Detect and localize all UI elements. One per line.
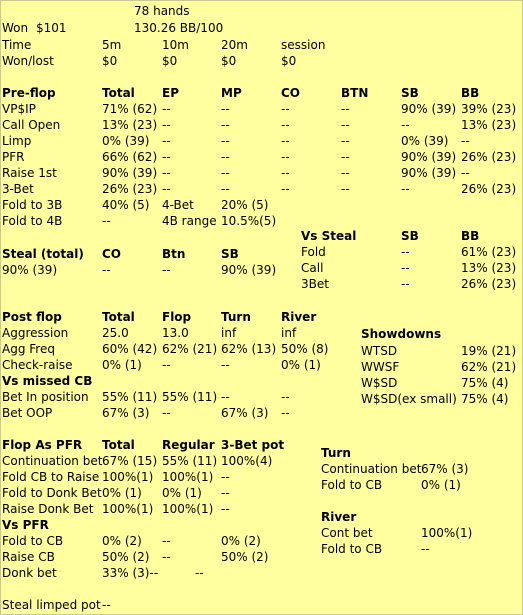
preflop-cell: 26% (23) — [461, 150, 517, 164]
preflop-cell: -- — [341, 102, 350, 116]
preflop-cell: -- — [281, 166, 290, 180]
fold-to-4b-label: Fold to 4B — [2, 214, 63, 228]
preflop-cell: 39% (23) — [461, 102, 517, 116]
postflop-cell: 0% (1) — [281, 358, 321, 372]
flop-pfr-cell: 0% (1) — [102, 486, 142, 500]
preflop-cell: 90% (39) — [102, 166, 158, 180]
preflop-col-ep: EP — [162, 86, 179, 100]
preflop-cell: -- — [281, 182, 290, 196]
time-col-10m: 10m — [162, 38, 189, 52]
flop-pfr-cell: 0% (1) — [162, 486, 202, 500]
preflop-cell: -- — [341, 150, 350, 164]
donk-bet-label: Donk bet — [2, 566, 57, 580]
preflop-cell: -- — [162, 166, 171, 180]
flop-pfr-cell: 100%(1) — [102, 470, 154, 484]
postflop-cell: 62% (13) — [221, 342, 277, 356]
bb-per-100: 130.26 BB/100 — [134, 21, 224, 35]
preflop-cell: -- — [162, 102, 171, 116]
preflop-cell: 26% (23) — [461, 182, 517, 196]
vs-pfr-cell: 0% (2) — [221, 534, 261, 548]
vs-steal-sb: -- — [401, 277, 410, 291]
preflop-col-btn: BTN — [341, 86, 369, 100]
wonlost-session: $0 — [281, 54, 297, 68]
vs-pfr-cell: 0% (2) — [102, 534, 142, 548]
river-value: -- — [421, 542, 430, 556]
postflop-cell: -- — [221, 358, 230, 372]
flop-pfr-cell: 100%(1) — [162, 502, 214, 516]
preflop-cell: 90% (39) — [401, 150, 457, 164]
preflop-cell: -- — [281, 118, 290, 132]
preflop-cell: -- — [162, 134, 171, 148]
flop-pfr-cell: 100%(1) — [162, 470, 214, 484]
postflop-cell: 60% (42) — [102, 342, 158, 356]
won-label: Won — [2, 21, 29, 35]
missed-cb-row-label: Bet OOP — [2, 406, 53, 420]
fold-to-4b-value: -- — [102, 214, 111, 228]
postflop-cell: 25.0 — [102, 326, 129, 340]
preflop-col-co: CO — [281, 86, 301, 100]
preflop-cell: -- — [281, 134, 290, 148]
postflop-col-flop: Flop — [162, 310, 192, 324]
turn-value: 67% (3) — [421, 462, 469, 476]
preflop-cell: -- — [221, 150, 230, 164]
wonlost-10m: $0 — [162, 54, 178, 68]
postflop-row-label: Agg Freq — [2, 342, 55, 356]
preflop-col-sb: SB — [401, 86, 419, 100]
showdowns-row-label: W$SD(ex small) — [361, 392, 457, 406]
river-value: 100%(1) — [421, 526, 473, 540]
preflop-cell: -- — [401, 118, 410, 132]
wonlost-20m: $0 — [221, 54, 237, 68]
time-col-session: session — [281, 38, 326, 52]
preflop-title: Pre-flop — [2, 86, 56, 100]
flop-pfr-title: Flop As PFR — [2, 438, 83, 452]
preflop-cell: -- — [401, 182, 410, 196]
postflop-title: Post flop — [2, 310, 62, 324]
preflop-col-total: Total — [102, 86, 135, 100]
preflop-cell: 66% (62) — [102, 150, 158, 164]
missed-cb-cell: 67% (3) — [102, 406, 150, 420]
steal-col-sb: SB — [221, 247, 239, 261]
steal-btn: -- — [162, 263, 171, 277]
showdowns-value: 75% (4) — [461, 392, 509, 406]
vs-steal-row-label: 3Bet — [301, 277, 329, 291]
preflop-cell: -- — [341, 134, 350, 148]
vs-pfr-cell: 50% (2) — [221, 550, 269, 564]
flop-pfr-col-3bet-pot: 3-Bet pot — [221, 438, 285, 452]
vs-pfr-cell: -- — [162, 534, 171, 548]
flop-pfr-row-label: Fold to Donk Bet — [2, 486, 102, 500]
vs-pfr-row-label: Fold to CB — [2, 534, 64, 548]
missed-cb-title: Vs missed CB — [2, 374, 93, 388]
preflop-cell: -- — [341, 166, 350, 180]
vs-pfr-cell: -- — [162, 550, 171, 564]
vs-pfr-cell: 50% (2) — [102, 550, 150, 564]
preflop-cell: -- — [341, 118, 350, 132]
steal-title: Steal (total) — [2, 247, 84, 261]
preflop-cell: -- — [461, 166, 470, 180]
flop-pfr-cell: 55% (11) — [162, 454, 218, 468]
river-title: River — [321, 510, 357, 524]
time-col-5m: 5m — [102, 38, 122, 52]
steal-total: 90% (39) — [2, 263, 58, 277]
river-row-label: Fold to CB — [321, 542, 383, 556]
missed-cb-cell: -- — [162, 406, 171, 420]
river-row-label: Cont bet — [321, 526, 373, 540]
turn-row-label: Continuation bet — [321, 462, 422, 476]
vs-steal-row-label: Call — [301, 261, 324, 275]
missed-cb-cell: -- — [281, 406, 290, 420]
preflop-cell: 26% (23) — [102, 182, 158, 196]
preflop-cell: 90% (39) — [401, 102, 457, 116]
preflop-row-label: 3-Bet — [2, 182, 34, 196]
showdowns-value: 62% (21) — [461, 360, 517, 374]
flop-pfr-cell: -- — [221, 470, 230, 484]
postflop-cell: 0% (1) — [102, 358, 142, 372]
preflop-cell: 13% (23) — [102, 118, 158, 132]
blurred-player-name — [4, 4, 56, 16]
postflop-cell: 62% (21) — [162, 342, 218, 356]
missed-cb-row-label: Bet In position — [2, 390, 89, 404]
preflop-cell: 0% (39) — [102, 134, 150, 148]
showdowns-row-label: WTSD — [361, 344, 398, 358]
vs-steal-title: Vs Steal — [301, 229, 357, 243]
showdowns-row-label: W$SD — [361, 376, 398, 390]
vs-pfr-title: Vs PFR — [2, 518, 49, 532]
showdowns-value: 75% (4) — [461, 376, 509, 390]
preflop-cell: -- — [221, 166, 230, 180]
postflop-cell: -- — [162, 358, 171, 372]
donk-bet-extra: -- — [195, 566, 204, 580]
postflop-cell: inf — [281, 326, 297, 340]
preflop-cell: -- — [281, 150, 290, 164]
preflop-col-bb: BB — [461, 86, 480, 100]
preflop-cell: -- — [162, 182, 171, 196]
steal-col-co: CO — [102, 247, 122, 261]
donk-bet-value: 33% (3)-- — [102, 566, 159, 580]
hands-count: 78 hands — [134, 4, 190, 18]
preflop-cell: -- — [341, 182, 350, 196]
postflop-row-label: Aggression — [2, 326, 69, 340]
fourb-range-label: 4B range — [162, 214, 217, 228]
preflop-row-label: PFR — [2, 150, 25, 164]
time-label: Time — [2, 38, 32, 52]
missed-cb-cell: 55% (11) — [102, 390, 158, 404]
preflop-cell: -- — [221, 102, 230, 116]
preflop-cell: 71% (62) — [102, 102, 158, 116]
postflop-col-total: Total — [102, 310, 135, 324]
flop-pfr-cell: 67% (15) — [102, 454, 158, 468]
vs-steal-col-sb: SB — [401, 229, 419, 243]
postflop-cell: inf — [221, 326, 237, 340]
vs-steal-bb: 13% (23) — [461, 261, 517, 275]
missed-cb-cell: 67% (3) — [221, 406, 269, 420]
flop-pfr-col-total: Total — [102, 438, 135, 452]
turn-row-label: Fold to CB — [321, 478, 383, 492]
won-value: $101 — [36, 21, 67, 35]
preflop-col-mp: MP — [221, 86, 242, 100]
preflop-cell: -- — [461, 134, 470, 148]
vs-steal-sb: -- — [401, 245, 410, 259]
postflop-cell: 13.0 — [162, 326, 189, 340]
postflop-row-label: Check-raise — [2, 358, 73, 372]
missed-cb-cell: -- — [221, 390, 230, 404]
steal-sb: 90% (39) — [221, 263, 277, 277]
postflop-col-turn: Turn — [221, 310, 251, 324]
turn-value: 0% (1) — [421, 478, 461, 492]
preflop-cell: -- — [162, 118, 171, 132]
wonlost-5m: $0 — [102, 54, 118, 68]
fourbet-label: 4-Bet — [162, 198, 194, 212]
steal-limped-value: -- — [102, 598, 111, 612]
fold-to-3b-label: Fold to 3B — [2, 198, 63, 212]
preflop-cell: -- — [162, 150, 171, 164]
preflop-row-label: Limp — [2, 134, 32, 148]
preflop-row-label: Call Open — [2, 118, 61, 132]
flop-pfr-cell: 100%(4) — [221, 454, 273, 468]
preflop-cell: -- — [221, 118, 230, 132]
flop-pfr-cell: -- — [221, 486, 230, 500]
vs-steal-bb: 26% (23) — [461, 277, 517, 291]
flop-pfr-row-label: Fold CB to Raise — [2, 470, 100, 484]
flop-pfr-row-label: Continuation bet — [2, 454, 103, 468]
missed-cb-cell: 55% (11) — [162, 390, 218, 404]
wonlost-label: Won/lost — [2, 54, 54, 68]
time-col-20m: 20m — [221, 38, 248, 52]
postflop-cell: 50% (8) — [281, 342, 329, 356]
steal-limped-label: Steal limped pot — [2, 598, 101, 612]
flop-pfr-cell: 100%(1) — [102, 502, 154, 516]
steal-col-btn: Btn — [162, 247, 186, 261]
showdowns-title: Showdowns — [361, 327, 442, 341]
fold-to-3b-value: 40% (5) — [102, 198, 150, 212]
vs-steal-sb: -- — [401, 261, 410, 275]
flop-pfr-cell: -- — [221, 502, 230, 516]
fourbet-value: 20% (5) — [221, 198, 269, 212]
preflop-cell: -- — [221, 182, 230, 196]
vs-pfr-row-label: Raise CB — [2, 550, 55, 564]
preflop-cell: -- — [281, 102, 290, 116]
postflop-col-river: River — [281, 310, 317, 324]
showdowns-row-label: WWSF — [361, 360, 400, 374]
preflop-cell: 90% (39) — [401, 166, 457, 180]
preflop-cell: 13% (23) — [461, 118, 517, 132]
showdowns-value: 19% (21) — [461, 344, 517, 358]
turn-title: Turn — [321, 446, 351, 460]
vs-steal-bb: 61% (23) — [461, 245, 517, 259]
vs-steal-row-label: Fold — [301, 245, 326, 259]
flop-pfr-row-label: Raise Donk Bet — [2, 502, 94, 516]
preflop-row-label: Raise 1st — [2, 166, 57, 180]
preflop-cell: 0% (39) — [401, 134, 449, 148]
preflop-row-label: VP$IP — [2, 102, 36, 116]
flop-pfr-col-regular: Regular — [162, 438, 215, 452]
missed-cb-cell: -- — [281, 390, 290, 404]
fourb-range-value: 10.5%(5) — [221, 214, 277, 228]
preflop-cell: -- — [221, 134, 230, 148]
steal-co: -- — [102, 263, 111, 277]
vs-steal-col-bb: BB — [461, 229, 480, 243]
